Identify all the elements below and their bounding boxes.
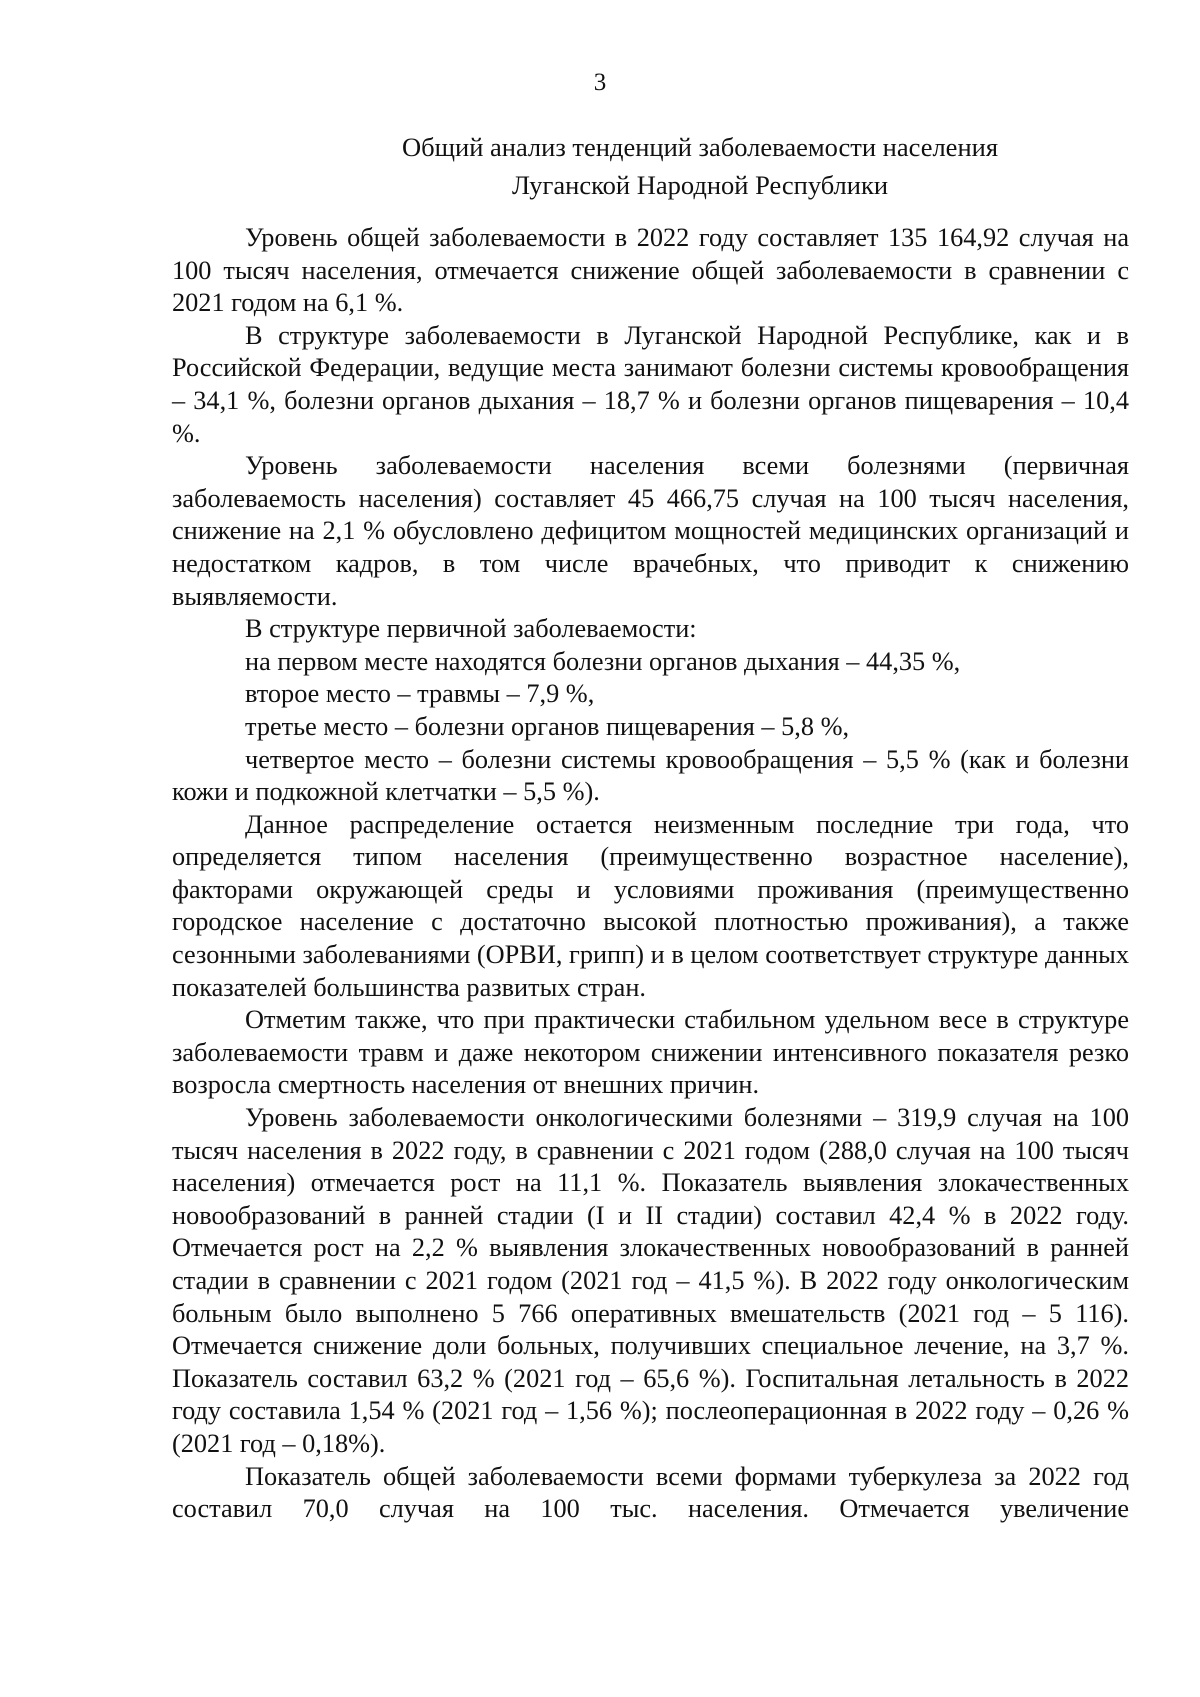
paragraph-oncology: Уровень заболеваемости онкологическими болезнями – 319,9 случая на 100 тысяч населения в 2022 году, в сравнении с 2021 годом (288,0 случая на 100 тысяч населения) отмечается рост на 11,1 %. Показатель выявления злокачественных новообразований в ранней стадии (I и II стадии) составил 42,4 % в 2022 году. Отмечается рост на 2,2 % выявления злокачественных новообразований в ранней стадии в сравнении с 2021 годом (2021 год – 41,5 %). В 2022 году онкологическим больным было выполнено 5 766 оперативных вмешательств (2021 год – 5 116). Отмечается снижение доли больных, получивших специальное лечение, на 3,7 %. Показатель составил 63,2 % (2021 год – 65,6 %). Госпитальная летальность в 2022 году составила 1,54 % (2021 год – 1,56 %); послеоперационная в 2022 году – 0,26 % (2021 год – 0,18%).: [172, 1103, 1129, 1458]
list-item-fourth-place: четвертое место – болезни системы кровообращения – 5,5 % (как и болезни кожи и подкожной клетчатки – 5,5 %).: [172, 744, 1129, 807]
document-title-line-2: Луганской Народной Республики: [511, 170, 889, 200]
paragraph-primary-structure-intro: В структуре первичной заболеваемости:: [245, 614, 697, 644]
document-body: [172, 222, 1129, 1526]
page-number: 3: [593, 69, 607, 96]
list-item-third-place: третье место – болезни органов пищеварения – 5,8 %,: [245, 711, 850, 741]
document-title-line-1: Общий анализ тенденций заболеваемости населения: [401, 132, 999, 162]
paragraph-primary-morbidity: Уровень заболеваемости населения всеми болезнями (первичная заболеваемость населения) составляет 45 466,75 случая на 100 тысяч населения, снижение на 2,1 % обусловлено дефицитом мощностей медицинских организаций и недостатком кадров, в том числе врачебных, что приводит к снижению выявляемости.: [172, 451, 1129, 611]
paragraph-general-morbidity: Уровень общей заболеваемости в 2022 году составляет 135 164,92 случая на 100 тысяч населения, отмечается снижение общей заболеваемости в сравнении с 2021 годом на 6,1 %.: [172, 223, 1129, 318]
document-title: [300, 128, 1100, 204]
paragraph-distribution: Данное распределение остается неизменным последние три года, что определяется типом населения (преимущественно возрастное население), факторами окружающей среды и условиями проживания (преимущественно городское население с достаточно высокой плотностью проживания), а также сезонными заболеваниями (ОРВИ, грипп) и в целом соответствует структуре данных показателей большинства развитых стран.: [172, 809, 1129, 1002]
list-item-first-place: на первом месте находятся болезни органов дыхания – 44,35 %,: [245, 646, 961, 676]
paragraph-injuries: Отметим также, что при практически стабильном удельном весе в структуре заболеваемости травм и даже некотором снижении интенсивного показателя резко возросла смертность населения от внешних причин.: [172, 1005, 1129, 1100]
list-item-second-place: второе место – травмы – 7,9 %,: [245, 679, 595, 709]
paragraph-tuberculosis: Показатель общей заболеваемости всеми формами туберкулеза за 2022 год составил 70,0 случая на 100 тыс. населения. Отмечается увеличение: [172, 1461, 1129, 1524]
paragraph-morbidity-structure: В структуре заболеваемости в Луганской Народной Республике, как и в Российской Федерации, ведущие места занимают болезни системы кровообращения – 34,1 %, болезни органов дыхания – 18,7 % и болезни органов пищеварения – 10,4 %.: [172, 320, 1129, 448]
